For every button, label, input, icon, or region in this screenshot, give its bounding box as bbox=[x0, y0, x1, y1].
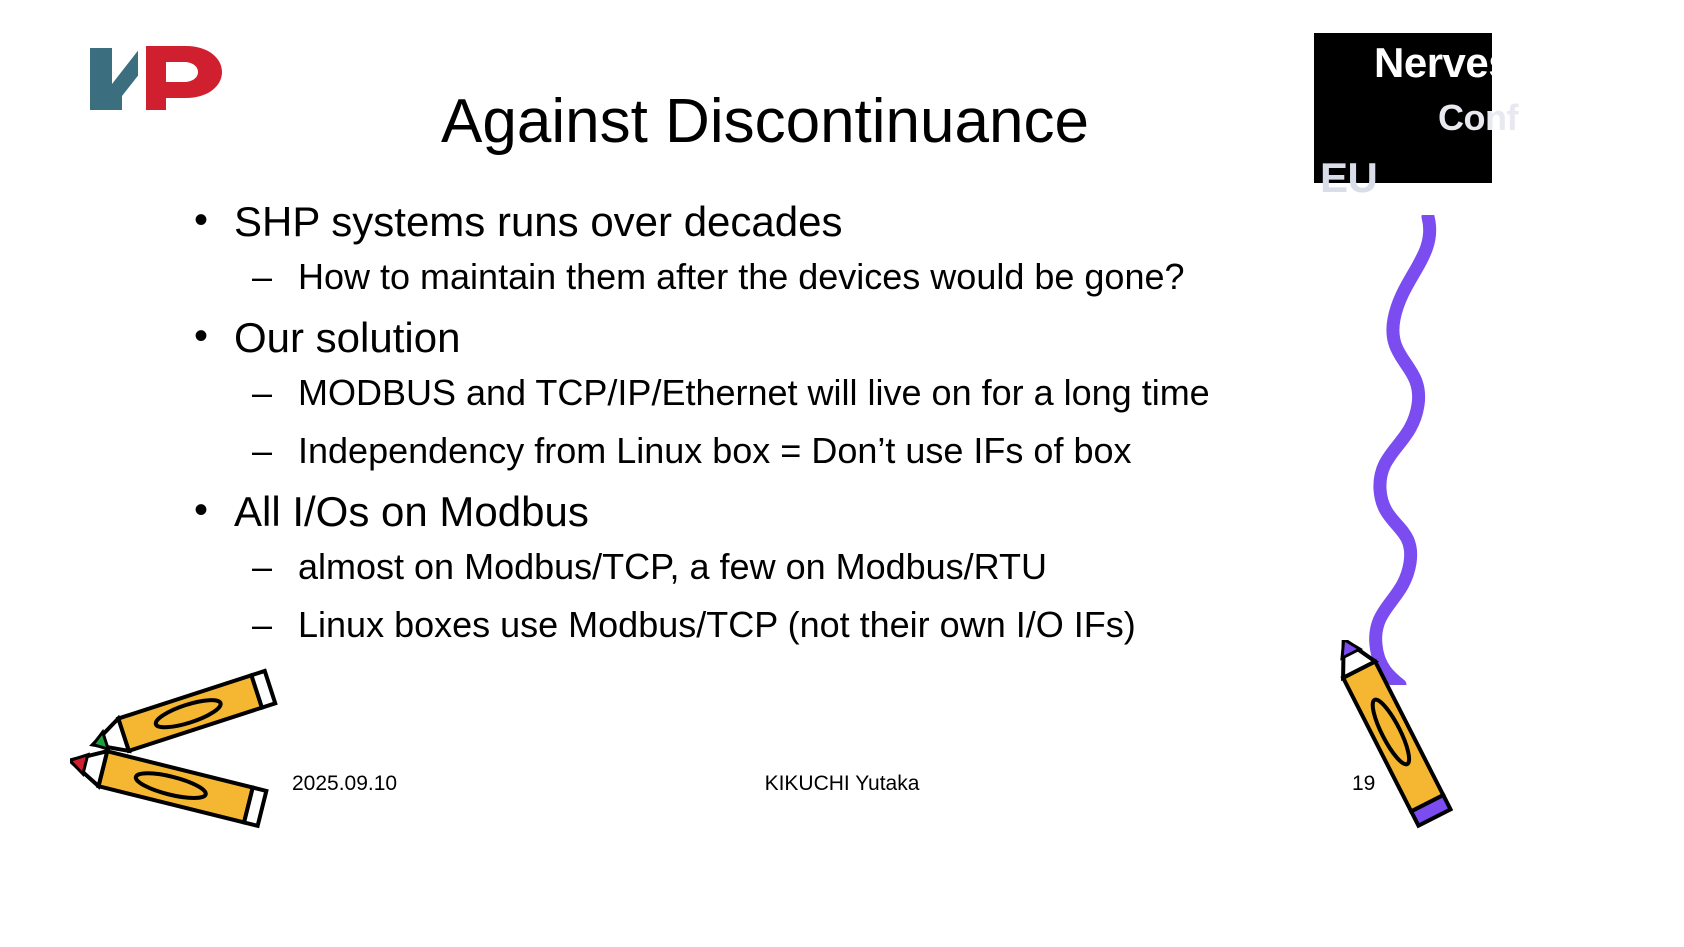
list-item-label: All I/Os on Modbus bbox=[234, 488, 589, 535]
footer-date: 2025.09.10 bbox=[292, 772, 398, 795]
nervesconf-eu-badge bbox=[1314, 33, 1518, 201]
pencil-decoration-right bbox=[1330, 640, 1460, 840]
list-item bbox=[180, 602, 1380, 648]
footer-author: KIKUCHI Yutaka bbox=[764, 772, 920, 795]
list-item bbox=[180, 254, 1380, 300]
footer-page-number: 19 bbox=[1352, 772, 1376, 795]
np-logo-icon bbox=[82, 38, 230, 118]
bullet-marker-icon: • bbox=[194, 198, 209, 242]
list-item-label: Our solution bbox=[234, 314, 461, 361]
bullet-marker-icon: • bbox=[194, 314, 209, 358]
dash-marker-icon: – bbox=[252, 372, 273, 413]
bullet-list bbox=[180, 196, 1380, 660]
list-item-label: Linux boxes use Modbus/TCP (not their own I/O IFs) bbox=[298, 604, 1136, 645]
badge-line-3: EU bbox=[1320, 154, 1378, 201]
dash-marker-icon: – bbox=[252, 430, 273, 471]
list-item bbox=[180, 370, 1380, 416]
list-item bbox=[180, 312, 1380, 364]
list-item-label: SHP systems runs over decades bbox=[234, 198, 843, 245]
list-item-label: MODBUS and TCP/IP/Ethernet will live on for a long time bbox=[298, 372, 1210, 413]
list-item bbox=[180, 196, 1380, 248]
pencils-decoration-left bbox=[70, 660, 300, 850]
badge-line-2: Conf bbox=[1438, 97, 1518, 138]
badge-line-1: Nerves bbox=[1374, 39, 1512, 86]
list-item-label: Independency from Linux box = Don’t use IFs of box bbox=[298, 430, 1132, 471]
page-title: Against Discontinuance bbox=[441, 87, 1089, 156]
list-item bbox=[180, 544, 1380, 590]
bullet-marker-icon: • bbox=[194, 488, 209, 532]
dash-marker-icon: – bbox=[252, 604, 273, 645]
list-item-label: almost on Modbus/TCP, a few on Modbus/RTU bbox=[298, 546, 1048, 587]
purple-squiggle-decoration bbox=[1350, 215, 1470, 685]
list-item bbox=[180, 486, 1380, 538]
dash-marker-icon: – bbox=[252, 256, 273, 297]
dash-marker-icon: – bbox=[252, 546, 273, 587]
list-item bbox=[180, 428, 1380, 474]
list-item-label: How to maintain them after the devices would be gone? bbox=[298, 256, 1185, 297]
